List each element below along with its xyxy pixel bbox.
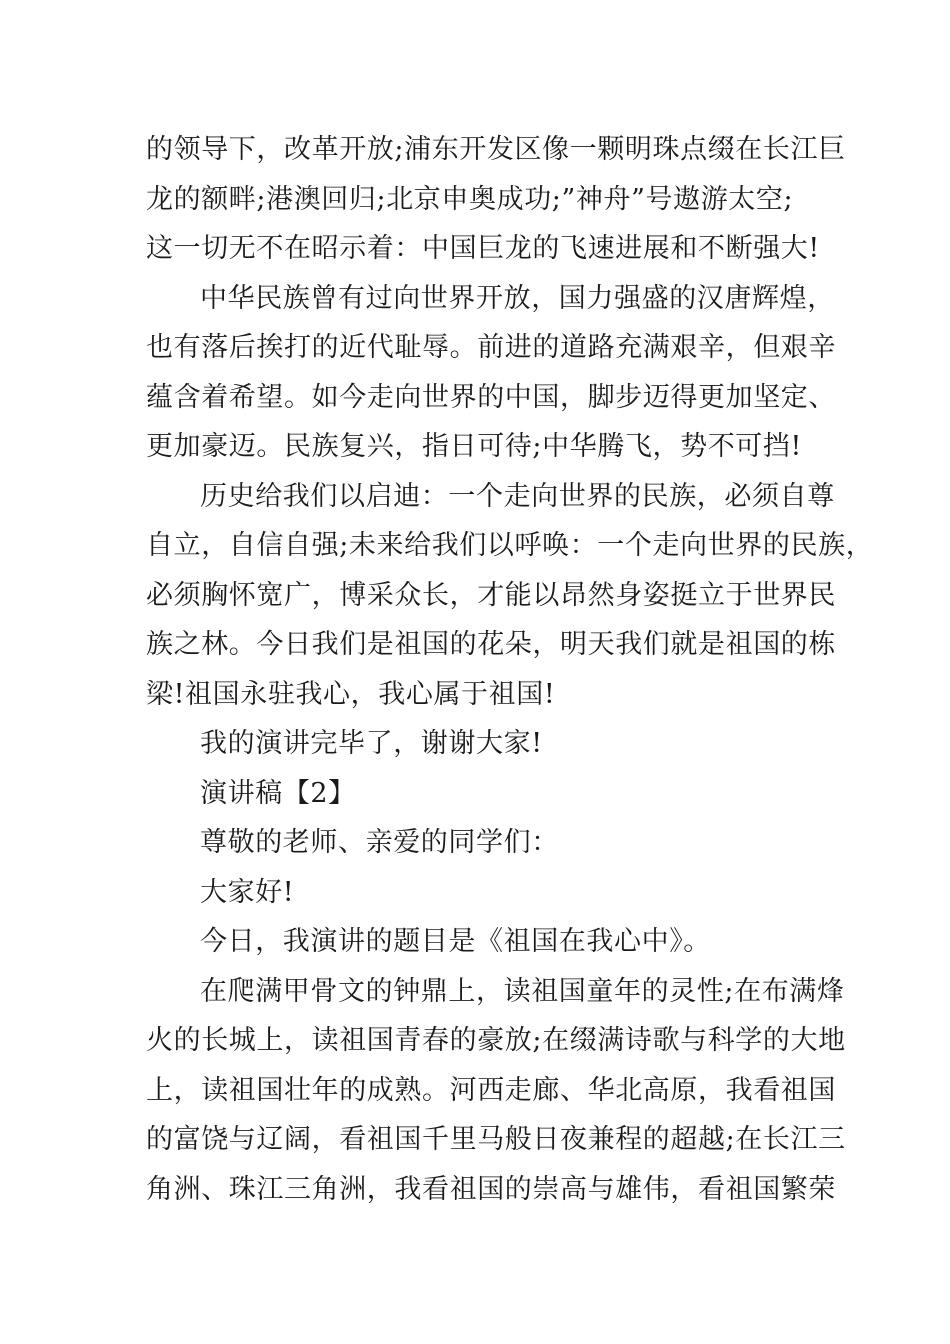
text-line: 族之林。今日我们是祖国的花朵，明天我们就是祖国的栋 [146, 629, 836, 660]
salutation-paragraph [146, 818, 836, 868]
speech-heading-text: 演讲稿【2】 [200, 777, 356, 809]
paragraph-reading-motherland [146, 967, 846, 1215]
text-line: 上，读祖国壮年的成熟。河西走廊、华北高原，我看祖国 [146, 1074, 836, 1106]
text-line: 更加豪迈。民族复兴，指日可待;中华腾飞，势不可挡! [146, 431, 802, 462]
text-line: 角洲、珠江三角洲，我看祖国的崇高与雄伟，看祖国繁荣 [146, 1173, 836, 1205]
text-line: 自立，自信自强;未来给我们以呼唤：一个走向世界的民族， [146, 530, 874, 561]
greeting-paragraph [146, 868, 836, 918]
greeting-line: 大家好! [200, 876, 295, 908]
paragraph-nation-history [146, 274, 836, 472]
speech-heading [146, 769, 836, 819]
text-line: 龙的额畔;港澳回归;北京申奥成功;”神舟”号遨游太空; [146, 183, 794, 215]
topic-paragraph [146, 917, 836, 967]
text-line: 中华民族曾有过向世界开放，国力强盛的汉唐辉煌， [200, 282, 835, 314]
text-line: 火的长城上，读祖国青春的豪放;在缀满诗歌与科学的大地 [146, 1025, 846, 1056]
topic-line: 今日，我演讲的题目是《祖国在我心中》。 [200, 926, 711, 957]
closing-paragraph [146, 719, 836, 769]
text-line: 在爬满甲骨文的钟鼎上，读祖国童年的灵性;在布满烽 [200, 975, 845, 1007]
continued-paragraph [146, 125, 846, 274]
text-line: 梁!祖国永驻我心，我心属于祖国! [146, 678, 556, 710]
text-line: 也有落后挨打的近代耻辱。前进的道路充满艰辛，但艰辛 [146, 332, 836, 363]
text-line: 的领导下，改革开放;浦东开发区像一颗明珠点缀在长江巨 [146, 134, 846, 165]
text-line: 的富饶与辽阔，看祖国千里马般日夜兼程的超越;在长江三 [146, 1124, 846, 1155]
text-line: 这一切无不在昭示着：中国巨龙的飞速进展和不断强大! [146, 233, 820, 264]
text-line: 必须胸怀宽广，博采众长，才能以昂然身姿挺立于世界民 [146, 579, 836, 611]
paragraph-history-lesson [146, 472, 874, 720]
salutation-line: 尊敬的老师、亲爱的同学们： [200, 827, 559, 858]
document-body [146, 125, 874, 1214]
closing-line: 我的演讲完毕了，谢谢大家! [200, 728, 543, 759]
text-line: 历史给我们以启迪：一个走向世界的民族，必须自尊 [200, 480, 835, 512]
text-line: 蕴含着希望。如今走向世界的中国，脚步迈得更加坚定、 [146, 381, 836, 413]
